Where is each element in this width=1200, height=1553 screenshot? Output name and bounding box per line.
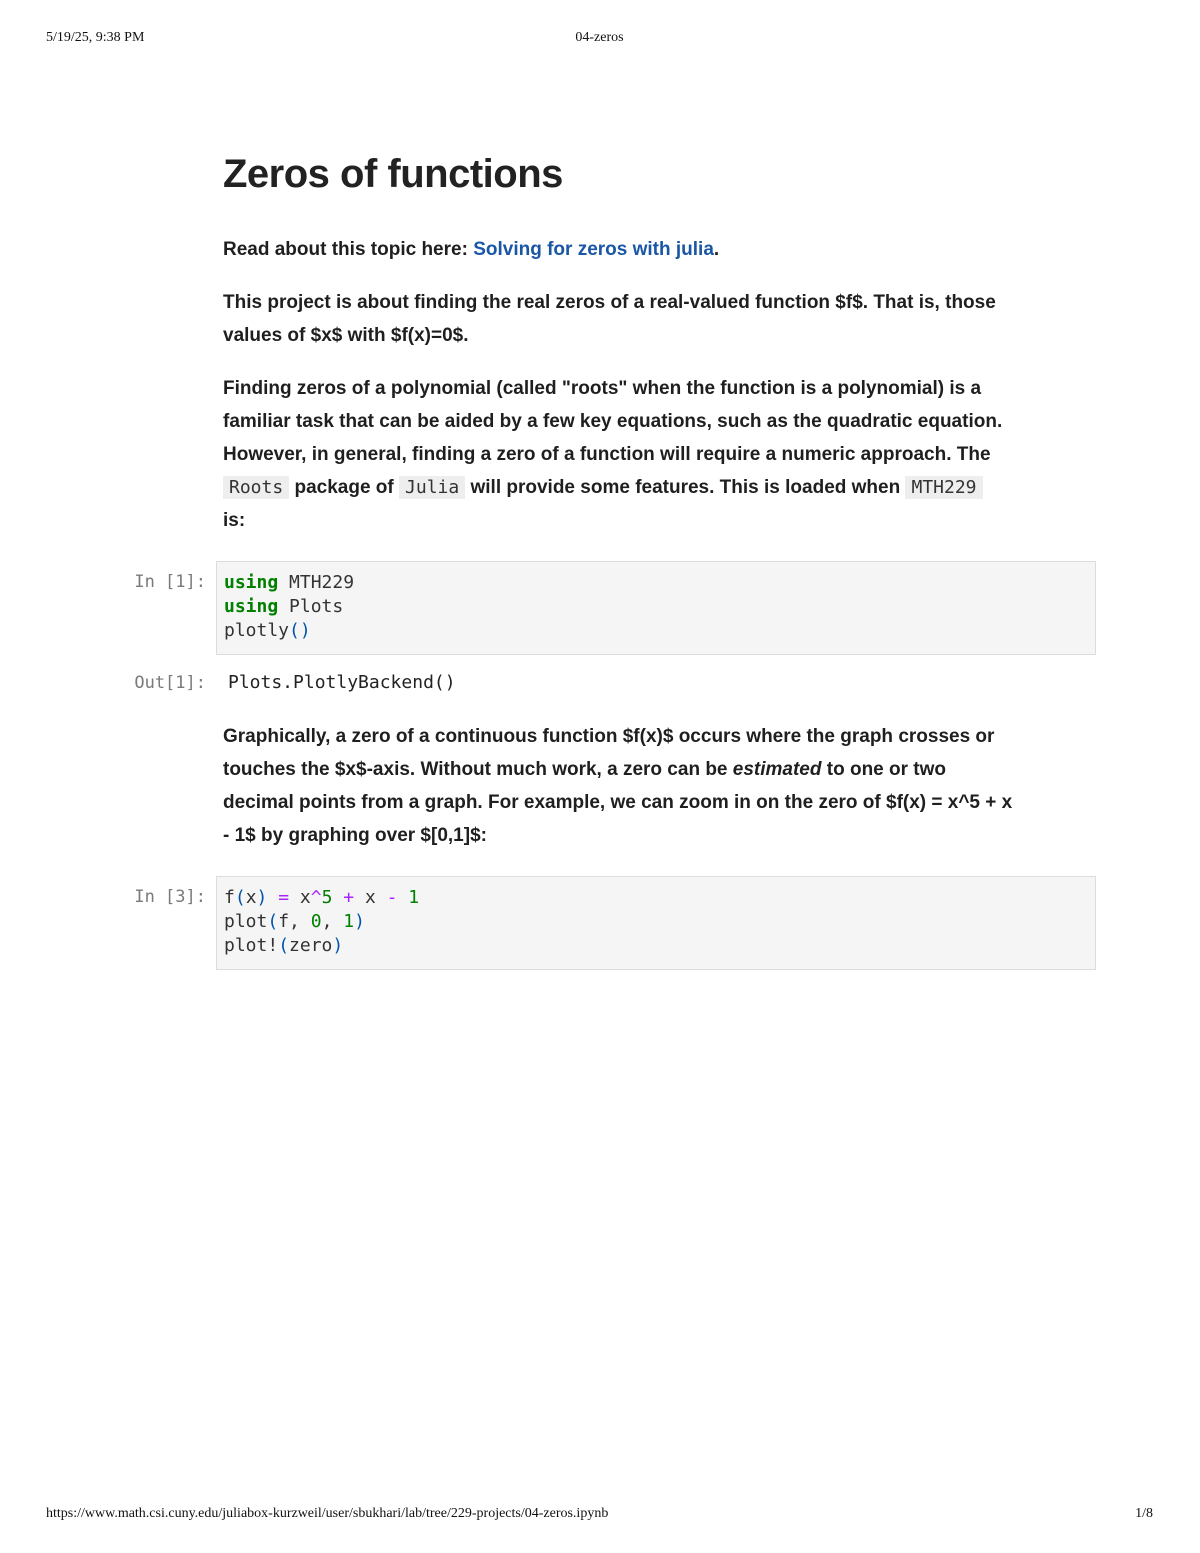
code-token: f, bbox=[278, 911, 311, 932]
output-1: Plots.PlotlyBackend() bbox=[228, 672, 456, 693]
roots-line-2: familiar task that can be aided by a few key equations, such as the quadratic equation. bbox=[223, 411, 1003, 432]
roots-line-1: Finding zeros of a polynomial (called "roots" when the function is a polynomial) is a bbox=[223, 378, 982, 399]
code-line bbox=[224, 886, 1088, 910]
intro-line-2: values of $x$ with $f(x)=0$. bbox=[223, 325, 469, 346]
graph-line-3: decimal points from a graph. For example, we can zoom in on the zero of $f(x) = x^5 + x bbox=[223, 792, 1013, 813]
code-token: zero bbox=[289, 935, 333, 956]
keyword-using: using bbox=[224, 596, 279, 617]
code-line bbox=[224, 619, 1088, 643]
roots-paragraph bbox=[223, 372, 1073, 537]
code-token: = bbox=[267, 887, 300, 908]
cell-1-prompt: In [1]: bbox=[134, 572, 206, 592]
code-julia: Julia bbox=[399, 476, 465, 499]
code-mth229: MTH229 bbox=[905, 476, 982, 499]
code-token: 0 bbox=[310, 911, 322, 932]
code-line bbox=[224, 910, 1088, 934]
roots-line-3: However, in general, finding a zero of a function will require a numeric approach. The bbox=[223, 444, 991, 465]
code-cell-3[interactable] bbox=[216, 876, 1096, 970]
code-token: ( bbox=[234, 887, 246, 908]
print-datetime: 5/19/25, 9:38 PM bbox=[46, 30, 145, 45]
roots-line-5: is: bbox=[223, 510, 246, 531]
code-token: ) bbox=[354, 911, 365, 932]
code-token: ) bbox=[332, 935, 344, 956]
text-package-of: package of bbox=[289, 477, 400, 498]
graph-line-4: - 1$ by graphing over $[0,1]$: bbox=[223, 825, 487, 846]
code-token: ^ bbox=[310, 887, 322, 908]
code-token: MTH229 bbox=[278, 572, 355, 593]
code-token: 1 bbox=[408, 887, 420, 908]
text-segment: to one or two bbox=[821, 759, 947, 780]
code-cell-1[interactable] bbox=[216, 561, 1096, 655]
code-token: ( bbox=[278, 935, 290, 956]
print-header bbox=[46, 30, 1153, 50]
cell-3-prompt: In [3]: bbox=[134, 887, 206, 907]
emphasis-estimated: estimated bbox=[732, 759, 822, 780]
code-token: 5 bbox=[321, 887, 333, 908]
graph-line-2 bbox=[223, 753, 1073, 786]
page-title: Zeros of functions bbox=[223, 152, 563, 196]
code-token: plot bbox=[224, 911, 268, 932]
code-token: plot! bbox=[224, 935, 279, 956]
code-token: + bbox=[332, 887, 365, 908]
code-token: () bbox=[289, 620, 311, 641]
code-line bbox=[224, 934, 1088, 958]
code-token: x bbox=[245, 887, 257, 908]
code-token: Plots bbox=[278, 596, 344, 617]
read-about-prefix: Read about this topic here: bbox=[223, 239, 474, 260]
code-roots: Roots bbox=[223, 476, 289, 499]
code-line bbox=[224, 571, 1088, 595]
code-line bbox=[224, 595, 1088, 619]
graphically-paragraph bbox=[223, 720, 1073, 852]
intro-line-1: This project is about finding the real zeros of a real-valued function $f$. That is, those bbox=[223, 292, 996, 313]
read-about-paragraph bbox=[223, 233, 1073, 266]
text-segment: touches the $x$-axis. Without much work, a zero can be bbox=[223, 759, 733, 780]
print-page-number: 1/8 bbox=[1135, 1506, 1153, 1521]
code-token: 1 bbox=[343, 911, 355, 932]
keyword-using: using bbox=[224, 572, 279, 593]
code-token: f bbox=[224, 887, 235, 908]
code-token: - bbox=[375, 887, 409, 908]
code-token: ( bbox=[267, 911, 279, 932]
intro-paragraph bbox=[223, 286, 1073, 352]
code-token: , bbox=[321, 911, 344, 932]
print-url: https://www.math.csi.cuny.edu/juliabox-kurzweil/user/sbukhari/lab/tree/229-projects/04-zeros.ipynb bbox=[46, 1506, 609, 1521]
print-footer bbox=[46, 1506, 1153, 1526]
read-about-suffix: . bbox=[713, 239, 720, 260]
code-token: ) bbox=[256, 887, 268, 908]
code-token: x bbox=[299, 887, 311, 908]
code-token: x bbox=[364, 887, 376, 908]
text-will-provide: will provide some features. This is loaded when bbox=[465, 477, 906, 498]
print-doc-title: 04-zeros bbox=[575, 30, 624, 45]
roots-line-4 bbox=[223, 471, 1073, 504]
code-token: plotly bbox=[224, 620, 290, 641]
solving-zeros-link[interactable]: Solving for zeros with julia bbox=[473, 239, 714, 260]
out-1-prompt: Out[1]: bbox=[134, 673, 206, 693]
graph-line-1: Graphically, a zero of a continuous function $f(x)$ occurs where the graph crosses or bbox=[223, 726, 995, 747]
